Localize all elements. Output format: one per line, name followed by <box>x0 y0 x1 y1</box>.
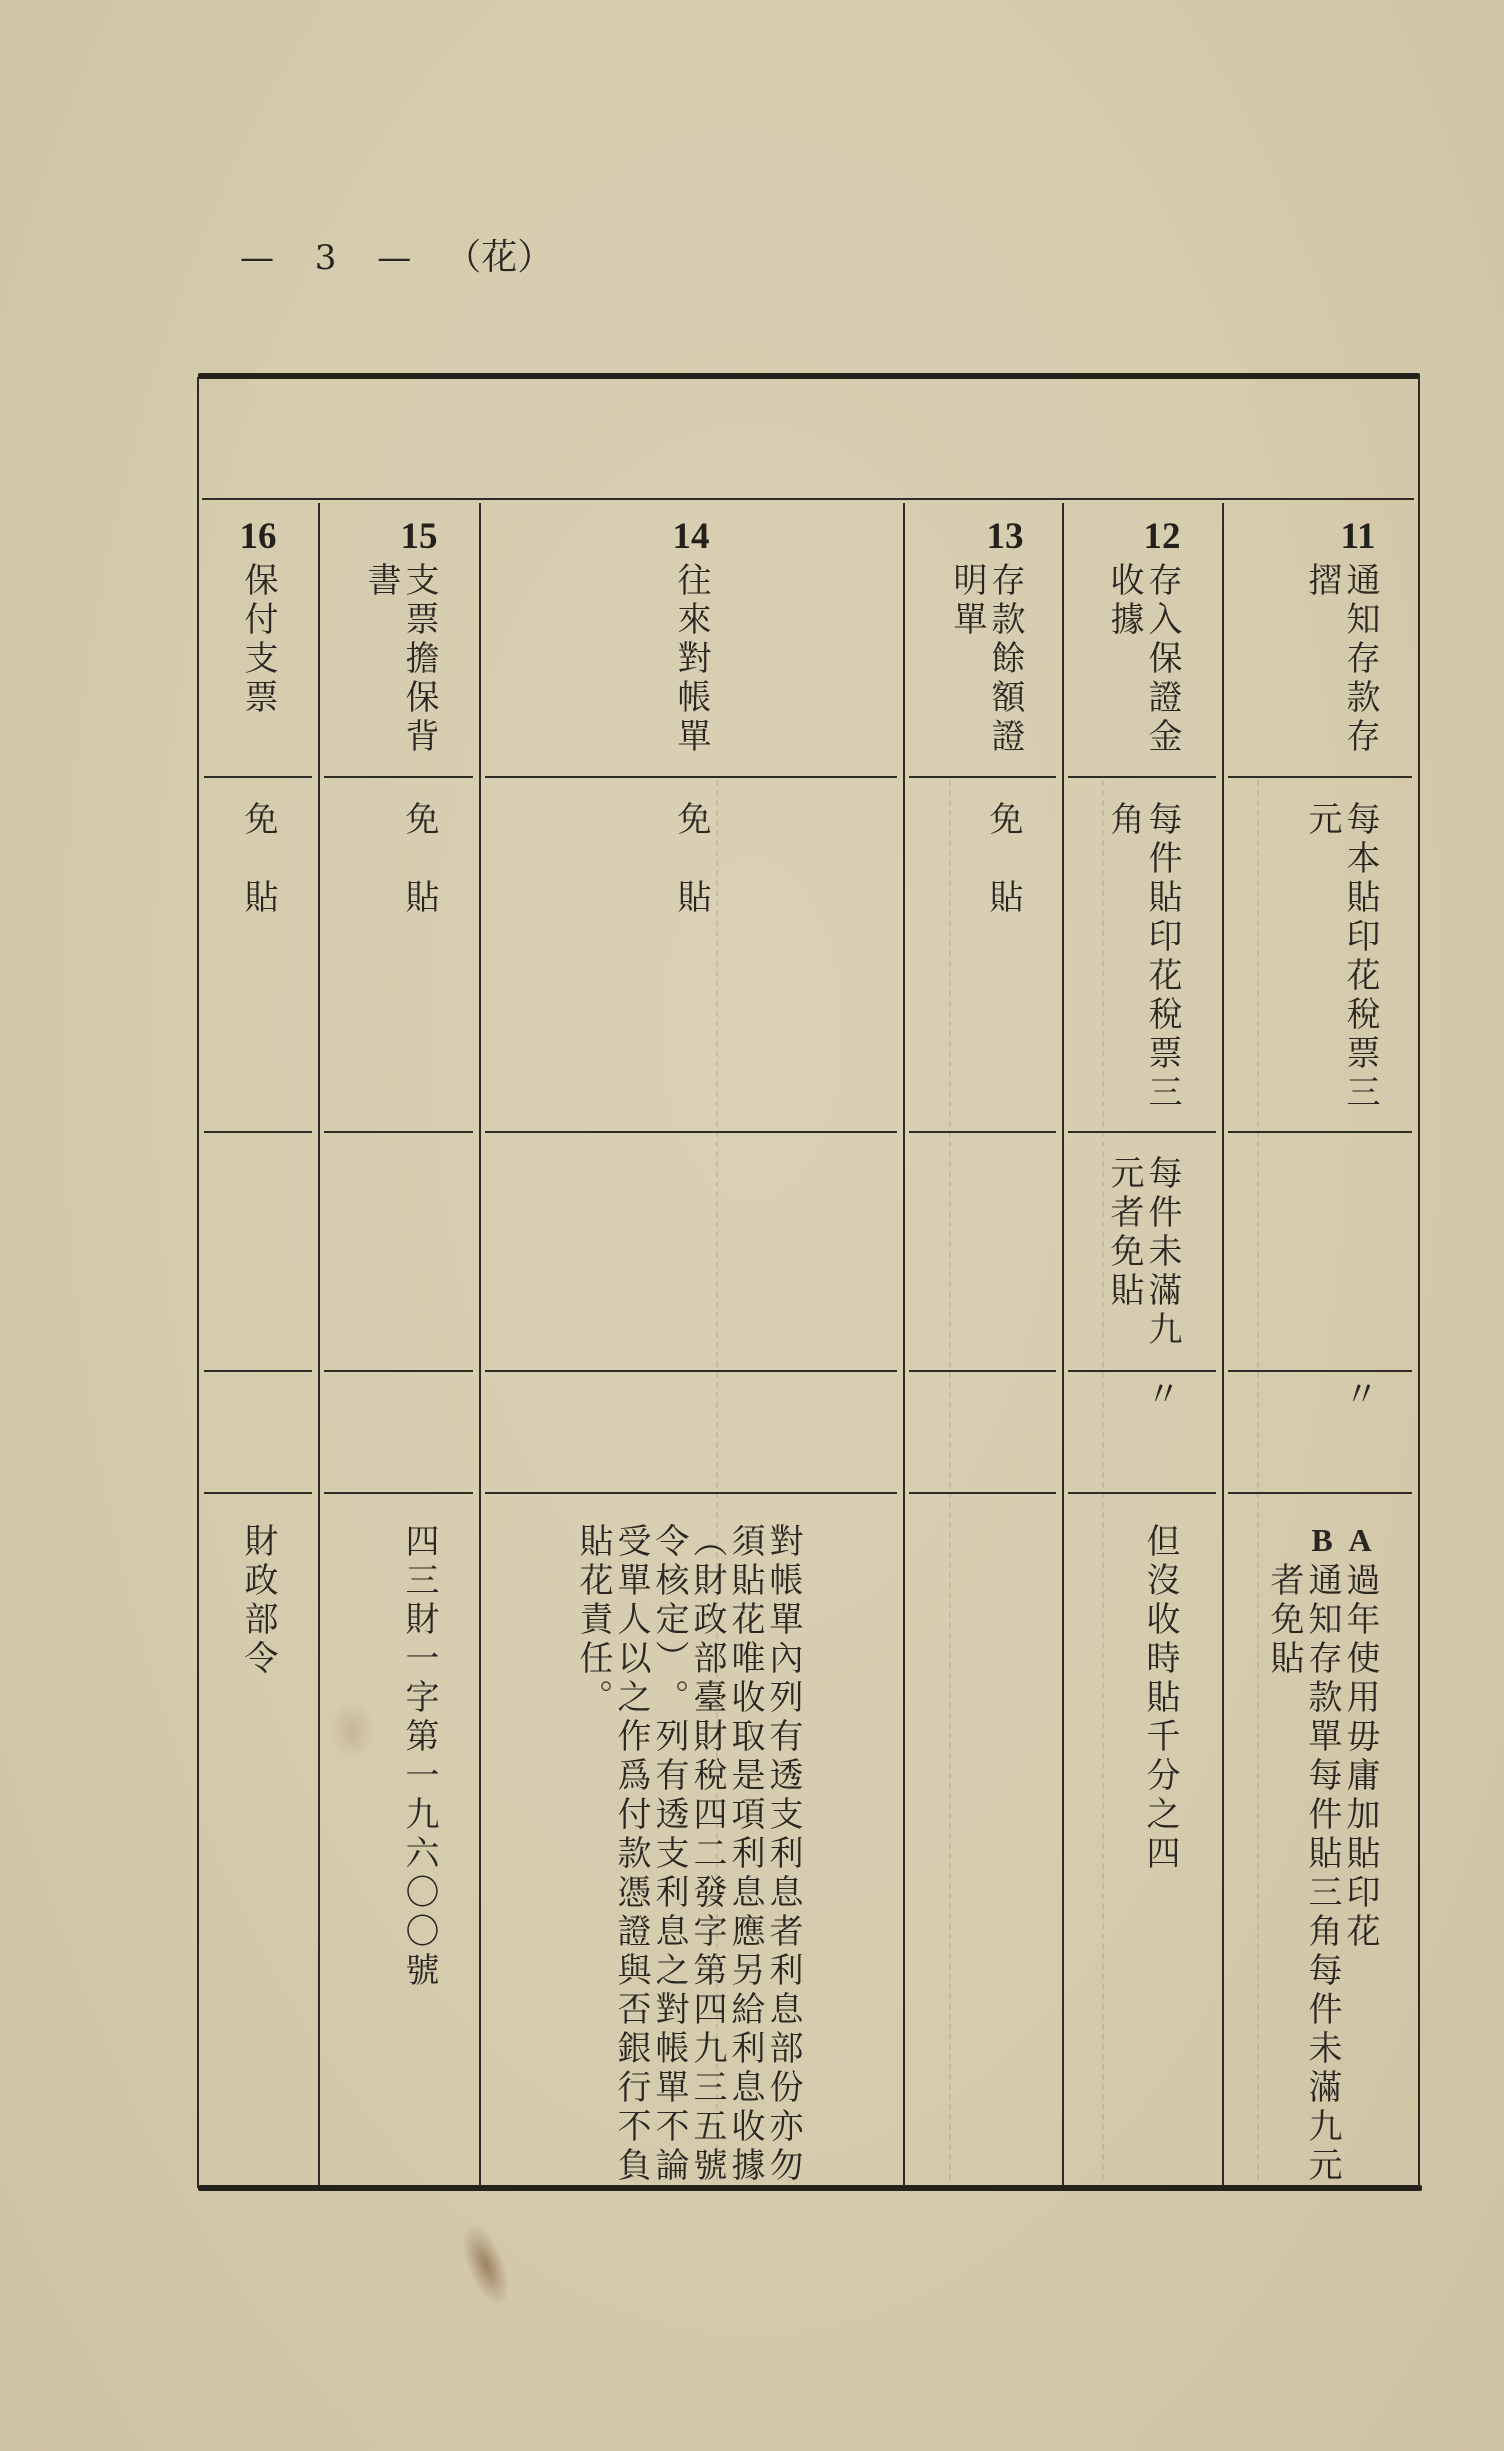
column-12-exemption <box>1105 1155 1181 1350</box>
stamp-rule-line: 每件貼印花稅票三 <box>1142 801 1182 1113</box>
note-text: 通知存款單每件貼三角每件未滿九元 <box>1302 1562 1342 2186</box>
table-top-blank-row <box>200 380 1416 496</box>
row-divider <box>204 1492 312 1494</box>
row-divider <box>1068 1131 1216 1133</box>
title-line: 摺 <box>1302 562 1342 601</box>
reference-line: 但沒收時貼千分之四 <box>1140 1523 1180 1874</box>
section-label: （花） <box>445 237 554 278</box>
column-16-stamp-rule <box>239 801 277 957</box>
row-divider <box>324 1492 473 1494</box>
row-divider <box>485 1131 897 1133</box>
page-number-label: — 3 — <box>240 238 412 278</box>
column-15-stamp-rule <box>400 801 438 957</box>
column-divider <box>1222 503 1224 2186</box>
reference-line: 對帳單內列有透支利息者利息部份亦勿 <box>763 1523 803 2186</box>
stamp-rule-line: 免貼 <box>399 801 439 957</box>
column-12-ditto-mark <box>1141 1376 1179 1415</box>
row-divider <box>1228 1370 1412 1372</box>
column-15-number: 15 <box>400 516 438 557</box>
title-line: 通知存款存 <box>1340 562 1380 757</box>
stamp-rule-line: 免貼 <box>238 801 278 957</box>
column-15-reference <box>400 1523 438 1991</box>
row-divider <box>1228 1492 1412 1494</box>
row-divider <box>324 1370 473 1372</box>
show-through-line <box>1102 780 1104 2180</box>
reference-line: 財政部令 <box>238 1523 278 1679</box>
note-label <box>1265 1523 1303 1557</box>
column-16-number: 16 <box>239 516 277 557</box>
note-label: B <box>1311 1522 1333 1558</box>
row-divider <box>324 776 473 778</box>
column-11-title <box>1303 562 1379 757</box>
note-label: A <box>1348 1522 1372 1558</box>
column-12-reference <box>1141 1523 1179 1874</box>
column-14-number: 14 <box>672 516 710 557</box>
column-16-reference <box>239 1523 277 1679</box>
reference-line: 須貼花唯收取是項利息應另給利息收據 <box>725 1523 765 2186</box>
row-divider <box>485 1370 897 1372</box>
reference-line: ︵財政部臺財稅四二發字第四九三五號 <box>687 1523 727 2186</box>
note-text: 過年使用毋庸加貼印花 <box>1340 1562 1380 1952</box>
column-divider <box>318 503 320 2186</box>
row-divider <box>324 1131 473 1133</box>
reference-line: 貼花責任。 <box>573 1523 613 1718</box>
stain <box>330 1700 374 1760</box>
reference-line: 四三財一字第一九六〇〇號 <box>399 1523 439 1991</box>
column-divider <box>903 503 905 2186</box>
title-line: 保付支票 <box>238 562 278 718</box>
column-12-stamp-rule <box>1105 801 1181 1113</box>
table-left-border <box>197 377 199 2188</box>
title-line: 明單 <box>947 562 987 640</box>
stamp-rule-line: 免貼 <box>983 801 1023 957</box>
column-14-title <box>672 562 710 757</box>
reference-line: 令核定︶。列有透支利息之對帳單不論 <box>649 1523 689 2186</box>
row-divider <box>1068 1370 1216 1372</box>
show-through-line <box>1257 780 1259 2180</box>
column-13-stamp-rule <box>984 801 1022 957</box>
table-bottom-border <box>198 2185 1422 2191</box>
column-13-number: 13 <box>986 516 1024 557</box>
row-divider <box>909 1131 1056 1133</box>
table-right-border <box>1418 377 1420 2188</box>
row-divider <box>204 776 312 778</box>
title-line: 收據 <box>1104 562 1144 640</box>
ditto-mark: 〃 <box>1140 1376 1180 1415</box>
note-text: 者免貼 <box>1264 1562 1304 1679</box>
row-divider <box>204 1131 312 1133</box>
row-divider <box>485 1492 897 1494</box>
stain <box>453 2218 519 2311</box>
show-through-line <box>949 780 951 2180</box>
note-b-continued <box>1265 1523 1303 2186</box>
row-divider <box>1228 776 1412 778</box>
row-divider <box>202 498 1414 500</box>
reference-line: 受單人以之作爲付款憑證與否銀行不負 <box>611 1523 651 2186</box>
title-line: 往來對帳單 <box>671 562 711 757</box>
stamp-rule-line: 元 <box>1302 801 1342 840</box>
row-divider <box>204 1370 312 1372</box>
column-12-number: 12 <box>1143 516 1181 557</box>
column-14-stamp-rule <box>672 801 710 957</box>
stamp-rule-line: 免貼 <box>671 801 711 957</box>
note-b <box>1303 1523 1341 2186</box>
row-divider <box>909 1370 1056 1372</box>
title-line: 存入保證金 <box>1142 562 1182 757</box>
exemption-line: 元者免貼 <box>1104 1155 1144 1311</box>
column-11-ditto-mark <box>1339 1376 1377 1415</box>
column-divider <box>479 503 481 2186</box>
table-top-border <box>198 373 1420 379</box>
title-line: 支票擔保背 <box>399 562 439 757</box>
column-11-number: 11 <box>1340 516 1376 557</box>
title-line: 書 <box>361 562 401 601</box>
row-divider <box>1068 776 1216 778</box>
column-13-title <box>948 562 1024 757</box>
column-16-title <box>239 562 277 718</box>
note-a <box>1341 1523 1379 2186</box>
page-header <box>240 236 553 280</box>
row-divider <box>485 776 897 778</box>
column-14-reference <box>574 1523 802 2186</box>
stamp-rule-line: 每本貼印花稅票三 <box>1340 801 1380 1113</box>
row-divider <box>909 776 1056 778</box>
column-12-title <box>1105 562 1181 757</box>
column-11-reference <box>1265 1523 1379 2186</box>
row-divider <box>909 1492 1056 1494</box>
title-line: 存款餘額證 <box>985 562 1025 757</box>
stamp-rule-line: 角 <box>1104 801 1144 840</box>
ditto-mark: 〃 <box>1338 1376 1378 1415</box>
row-divider <box>1228 1131 1412 1133</box>
column-15-title <box>362 562 438 757</box>
column-divider <box>1062 503 1064 2186</box>
exemption-line: 每件未滿九 <box>1142 1155 1182 1350</box>
column-11-stamp-rule <box>1303 801 1379 1113</box>
row-divider <box>1068 1492 1216 1494</box>
